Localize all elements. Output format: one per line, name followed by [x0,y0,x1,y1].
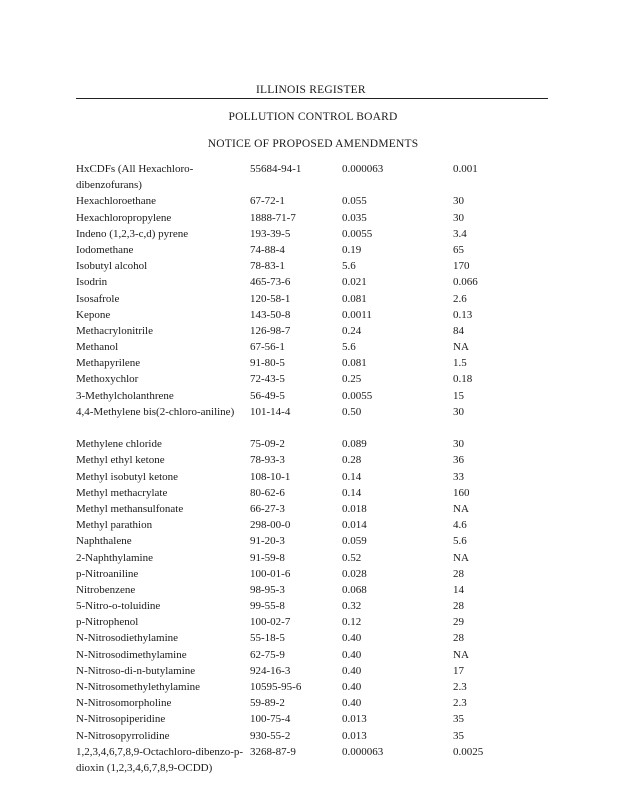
table-row [76,226,556,242]
wastewater-standard: 0.018 [342,502,367,515]
wastewater-standard: 5.6 [342,260,356,273]
constituent-name: 2-Naphthylamine [76,551,153,564]
wastewater-standard: 0.081 [342,357,367,370]
nonwastewater-standard: 160 [453,486,470,499]
table-row [76,517,556,533]
table-row [76,469,556,485]
nonwastewater-standard: 4.6 [453,519,467,532]
cas-number: 100-02-7 [250,616,291,629]
table-row [76,452,556,468]
table-row [76,371,556,387]
nonwastewater-standard: 30 [453,438,464,451]
cas-number: 72-43-5 [250,373,285,386]
cas-number: 120-58-1 [250,292,291,305]
cas-number: 91-20-3 [250,535,285,548]
wastewater-standard: 0.059 [342,535,367,548]
constituent-name: Iodomethane [76,243,134,256]
wastewater-standard: 0.021 [342,276,367,289]
nonwastewater-standard: 35 [453,713,464,726]
cas-number: 78-93-3 [250,454,285,467]
cas-number: 78-83-1 [250,260,285,273]
wastewater-standard: 0.035 [342,211,367,224]
wastewater-standard: 0.28 [342,454,362,467]
table-row [76,566,556,582]
cas-number: 924-16-3 [250,664,291,677]
nonwastewater-standard: 0.066 [453,276,478,289]
cas-number: 91-80-5 [250,357,285,370]
cas-number: 74-88-4 [250,243,285,256]
wastewater-standard: 0.19 [342,243,362,256]
constituent-name: N-Nitrosopiperidine [76,713,166,726]
table-row [76,663,556,679]
constituent-name: N-Nitrosomorpholine [76,697,172,710]
wastewater-standard: 0.52 [342,551,362,564]
wastewater-standard: 0.000063 [342,745,384,758]
table-row [76,501,556,517]
constituent-name: N-Nitroso-di-n-butylamine [76,664,196,677]
wastewater-standard: 0.0055 [342,389,373,402]
cas-number: 56-49-5 [250,389,285,402]
constituent-name: N-Nitrosodimethylamine [76,648,187,661]
constituent-name: Nitrobenzene [76,583,136,596]
nonwastewater-standard: 2.3 [453,681,467,694]
notice-heading: NOTICE OF PROPOSED AMENDMENTS [207,138,419,150]
cas-number: 62-75-9 [250,648,285,661]
nonwastewater-standard: 28 [453,567,464,580]
table-row [76,550,556,566]
wastewater-standard: 0.50 [342,405,362,418]
wastewater-standard: 0.12 [342,616,362,629]
table-row [76,323,556,339]
cas-number: 1888-71-7 [250,211,296,224]
wastewater-standard: 0.0011 [342,308,372,321]
nonwastewater-standard: NA [453,648,469,661]
wastewater-standard: 0.25 [342,373,362,386]
constituent-name: Naphthalene [76,535,132,548]
table-row [76,598,556,614]
wastewater-standard: 0.40 [342,648,362,661]
cas-number: 91-59-8 [250,551,285,564]
cas-number: 55684-94-1 [250,163,302,175]
table-row [76,582,556,598]
cas-number: 55-18-5 [250,632,285,645]
cas-number: 193-39-5 [250,227,291,240]
nonwastewater-standard: 2.6 [453,292,467,305]
nonwastewater-standard: 30 [453,195,464,208]
constituent-name: Methyl ethyl ketone [76,454,165,467]
constituent-name: Methylene chloride [76,438,162,451]
nonwastewater-standard: 33 [453,470,464,483]
constituent-name: Methacrylonitrile [76,324,153,337]
header-rule [76,98,548,99]
nonwastewater-standard: 36 [453,454,464,467]
nonwastewater-standard: 84 [453,324,464,337]
nonwastewater-standard: 2.3 [453,697,467,710]
cas-number: 75-09-2 [250,438,285,451]
cas-number: 126-98-7 [250,324,291,337]
nonwastewater-standard: 28 [453,632,464,645]
table-row [76,404,556,436]
table-row [76,258,556,274]
table-row [76,388,556,404]
nonwastewater-standard: 28 [453,600,464,613]
constituent-name: Methoxychlor [76,373,139,386]
constituent-name: Isobutyl alcohol [76,260,148,273]
nonwastewater-standard: 0.0025 [453,745,484,758]
nonwastewater-standard: 29 [453,616,464,629]
table-row [76,274,556,290]
nonwastewater-standard: 65 [453,243,464,256]
cas-number: 930-55-2 [250,729,291,742]
constituent-name: 5-Nitro-o-toluidine [76,600,161,613]
nonwastewater-standard: NA [453,341,469,354]
nonwastewater-standard: 30 [453,211,464,224]
constituent-name: Hexachloropropylene [76,211,172,224]
wastewater-standard: 0.14 [342,470,362,483]
table-row [76,291,556,307]
constituent-name: Methapyrilene [76,357,141,370]
cas-number: 99-55-8 [250,600,285,613]
constituent-name: Kepone [76,308,111,321]
nonwastewater-standard: 17 [453,664,464,677]
constituent-name: Methanol [76,341,119,354]
cas-number: 100-75-4 [250,713,291,726]
table-row [76,711,556,727]
constituents-table [76,161,556,792]
table-row [76,355,556,371]
nonwastewater-standard: 1.5 [453,357,467,370]
table-row [76,436,556,452]
constituent-name: Methyl methacrylate [76,486,168,499]
constituent-name: p-Nitroaniline [76,567,139,580]
wastewater-standard: 0.40 [342,664,362,677]
nonwastewater-standard: 0.001 [453,163,478,175]
cas-number: 298-00-0 [250,519,291,532]
page-title: ILLINOIS REGISTER [256,84,366,96]
cas-number: 3268-87-9 [250,745,296,758]
wastewater-standard: 0.013 [342,713,367,726]
nonwastewater-standard: 170 [453,260,470,273]
wastewater-standard: 0.32 [342,600,362,613]
table-row [76,242,556,258]
constituent-name: 1,2,3,4,6,7,8,9-Octachloro-dibenzo-p-dioxin (1,2,3,4,6,7,8,9-OCDD) [76,745,244,774]
table-row [76,339,556,355]
wastewater-standard: 0.014 [342,519,367,532]
constituent-name: Isodrin [76,276,108,289]
nonwastewater-standard: 15 [453,389,464,402]
constituent-name: Hexachloroethane [76,195,157,208]
constituent-name: N-Nitrosodiethylamine [76,632,179,645]
wastewater-standard: 0.013 [342,729,367,742]
constituent-name: N-Nitrosopyrrolidine [76,729,170,742]
table-row [76,630,556,646]
table-row [76,533,556,549]
wastewater-standard: 0.055 [342,195,367,208]
constituent-name: Methyl isobutyl ketone [76,470,179,483]
wastewater-standard: 0.068 [342,583,367,596]
cas-number: 10595-95-6 [250,681,302,694]
cas-number: 67-72-1 [250,195,285,208]
table-row [76,193,556,209]
wastewater-standard: 0.40 [342,697,362,710]
constituent-name: Methyl methansulfonate [76,502,184,515]
cas-number: 59-89-2 [250,697,285,710]
constituent-name: Methyl parathion [76,519,153,532]
nonwastewater-standard: 14 [453,583,464,596]
cas-number: 101-14-4 [250,405,291,418]
cas-number: 465-73-6 [250,276,291,289]
wastewater-standard: 0.24 [342,324,362,337]
table-row [76,695,556,711]
cas-number: 66-27-3 [250,502,285,515]
nonwastewater-standard: 0.13 [453,308,473,321]
constituent-name: Indeno (1,2,3-c,d) pyrene [76,227,189,240]
table-row [76,728,556,744]
wastewater-standard: 0.40 [342,681,362,694]
constituent-name: N-Nitrosomethylethylamine [76,681,201,694]
constituent-name: p-Nitrophenol [76,616,139,629]
wastewater-standard: 0.0055 [342,227,373,240]
cas-number: 80-62-6 [250,486,285,499]
nonwastewater-standard: 3.4 [453,227,467,240]
wastewater-standard: 0.081 [342,292,367,305]
cas-number: 143-50-8 [250,308,291,321]
cas-number: 67-56-1 [250,341,285,354]
nonwastewater-standard: 0.18 [453,373,473,386]
nonwastewater-standard: 30 [453,405,464,418]
table-row [76,210,556,226]
constituent-name: Isosafrole [76,292,120,305]
table-row [76,744,556,793]
cas-number: 108-10-1 [250,470,291,483]
board-name: POLLUTION CONTROL BOARD [228,111,398,123]
wastewater-standard: 0.089 [342,438,367,451]
table-row [76,485,556,501]
cas-number: 98-95-3 [250,583,285,596]
wastewater-standard: 0.028 [342,567,367,580]
nonwastewater-standard: NA [453,551,469,564]
wastewater-standard: 0.14 [342,486,362,499]
table-row [76,614,556,630]
table-row [76,307,556,323]
constituent-name: HxCDFs (All Hexachloro-dibenzofurans) [76,163,194,192]
wastewater-standard: 0.000063 [342,163,384,175]
wastewater-standard: 5.6 [342,341,356,354]
table-row [76,647,556,663]
constituent-name: 4,4-Methylene bis(2-chloro-aniline) [76,405,235,418]
constituent-name: 3-Methylcholanthrene [76,389,174,402]
wastewater-standard: 0.40 [342,632,362,645]
nonwastewater-standard: NA [453,502,469,515]
table-row [76,679,556,695]
table-row [76,161,556,193]
cas-number: 100-01-6 [250,567,291,580]
nonwastewater-standard: 35 [453,729,464,742]
nonwastewater-standard: 5.6 [453,535,467,548]
